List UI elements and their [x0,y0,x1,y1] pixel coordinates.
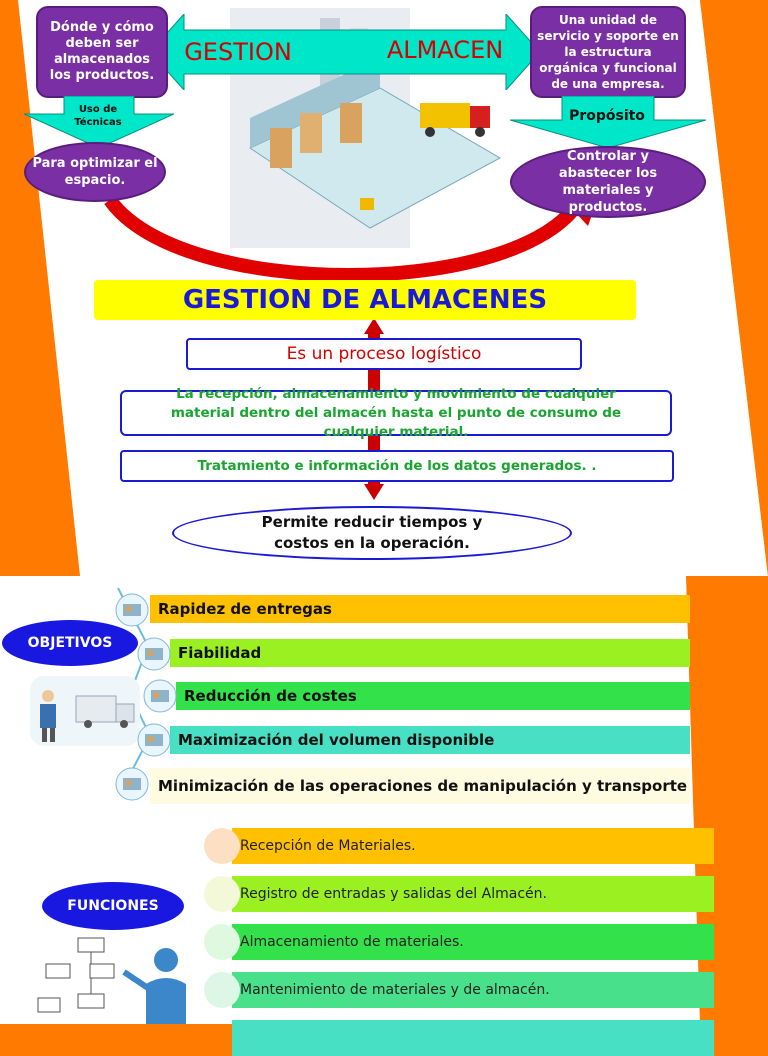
bullet-circle [204,972,240,1008]
page-title: GESTION DE ALMACENES [94,280,636,320]
objetivo-item-1: Rapidez de entregas [150,595,690,623]
objetivos-label: OBJETIVOS [2,620,138,666]
result-oval: Permite reducir tiempos y costos en la operación. [172,506,572,560]
objetivo-item-3: Reducción de costes [176,682,690,710]
objetivo-item-2: Fiabilidad [170,639,690,667]
left-purple-oval: Para optimizar el espacio. [24,142,166,202]
funcion-item-4: Mantenimiento de materiales y de almacén. [232,972,714,1008]
warehouse-icon [136,722,172,758]
description-box-2: Tratamiento e información de los datos generados. . [120,450,674,482]
objetivo-item-5: Minimización de las operaciones de manipulación y transporte [150,768,690,804]
funciones-label: FUNCIONES [42,882,184,930]
bullet-circle [204,876,240,912]
description-box-1: La recepción, almacenamiento y movimiento de cualquier material dentro del almacén hasta el punto de consumo de cualquier material. [120,390,672,436]
left-purple-box: Dónde y cómo deben ser almacenados los productos. [36,6,168,98]
process-box: Es un proceso logístico [186,338,582,370]
right-purple-box: Una unidad de servicio y soporte en la estructura orgánica y funcional de una empresa. [530,6,686,98]
flowchart-person-illustration [28,932,188,1024]
bullet-circle [204,924,240,960]
funcion-item-3: Almacenamiento de materiales. [232,924,714,960]
objetivo-item-4: Maximización del volumen disponible [170,726,690,754]
right-arrow-label: Propósito [569,108,645,124]
warehouse-icon [136,636,172,672]
warehouse-icon [142,678,178,714]
funcion-item-1: Recepción de Materiales. [232,828,714,864]
gestion-label: GESTION [184,38,292,66]
bottom-panel [0,576,768,1024]
warehouse-icon [114,592,150,628]
bullet-circle [204,828,240,864]
worker-truck-illustration [30,676,140,746]
left-arrow-label: Uso de Técnicas [74,104,122,128]
right-purple-oval: Controlar y abastecer los materiales y productos. [510,146,706,218]
funcion-item-2: Registro de entradas y salidas del Almacén. [232,876,714,912]
funcion-item-5-partial [232,1020,714,1056]
warehouse-icon [114,766,150,802]
almacen-label: ALMACEN [386,36,504,64]
